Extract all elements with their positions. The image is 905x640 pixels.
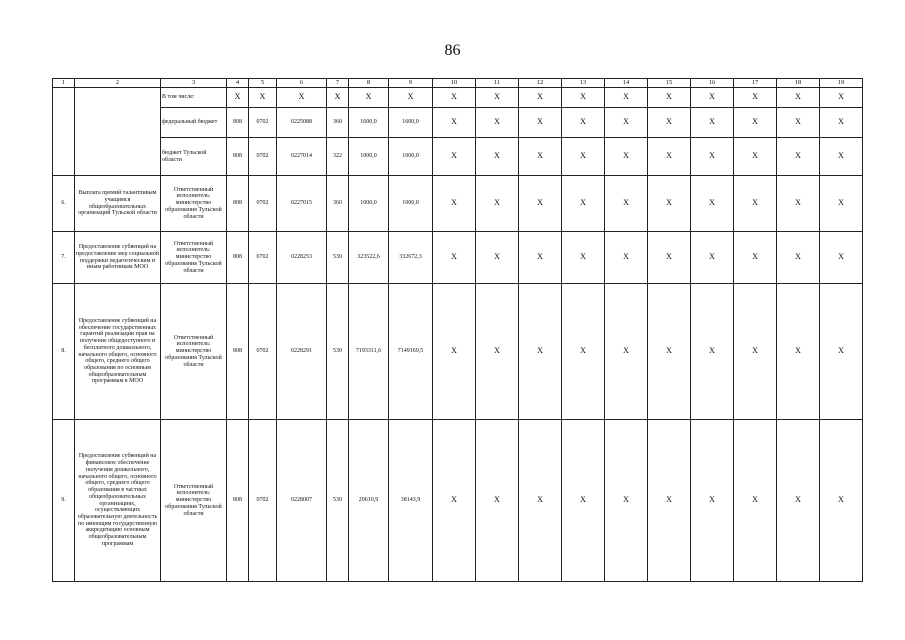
cross-mark: Х — [734, 108, 777, 138]
cross-mark: Х — [433, 232, 476, 284]
row-number: 8. — [53, 284, 75, 420]
cross-mark: Х — [605, 284, 648, 420]
column-header-1: 1 — [53, 79, 75, 88]
responsible-executor: Ответственный исполнитель: министерство образования Тульской области — [161, 284, 227, 420]
cell-c9: 1000,0 — [389, 138, 433, 176]
cross-mark: Х — [777, 232, 820, 284]
cross-mark: Х — [777, 88, 820, 108]
cell-c5: 0702 — [249, 284, 277, 420]
row-number: 9. — [53, 420, 75, 582]
column-header-19: 19 — [820, 79, 863, 88]
responsible-executor: Ответственный исполнитель: министерство образования Тульской области — [161, 176, 227, 232]
cell-c8: 1000,0 — [349, 176, 389, 232]
cross-mark: Х — [820, 420, 863, 582]
cell-c8: 323522,6 — [349, 232, 389, 284]
responsible-executor: Ответственный исполнитель: министерство образования Тульской области — [161, 420, 227, 582]
cross-mark: Х — [519, 108, 562, 138]
cell-c4: 808 — [227, 420, 249, 582]
cell-c9: 332672,3 — [389, 232, 433, 284]
cross-mark: Х — [648, 138, 691, 176]
subsource-row — [53, 138, 863, 176]
cell-c7: 530 — [327, 284, 349, 420]
cell-c9: 7149169,5 — [389, 284, 433, 420]
cross-mark: Х — [777, 138, 820, 176]
cell-c6: 0227015 — [277, 176, 327, 232]
cell-c7: 530 — [327, 232, 349, 284]
column-header-11: 11 — [476, 79, 519, 88]
measure-row — [53, 420, 863, 582]
cell-c3: В том числе: — [161, 88, 227, 108]
num-cell-empty — [53, 88, 75, 176]
cross-mark: Х — [648, 420, 691, 582]
cross-mark: Х — [519, 138, 562, 176]
measure-description: Предоставление субвенций на финансовое обеспечение получения дошкольного, начального общего, основного общего, среднего общего образования в частных общеобразовательных организациях, осуществляющих образовательную деятельность по имеющим государственную аккредитацию основным общеобразовательным программам — [75, 420, 161, 582]
cross-mark: Х — [820, 108, 863, 138]
page-number: 86 — [444, 42, 461, 59]
cross-mark: Х — [691, 176, 734, 232]
cross-mark: Х — [476, 232, 519, 284]
cross-mark: Х — [519, 232, 562, 284]
cross-mark: Х — [734, 232, 777, 284]
cross-mark: Х — [734, 88, 777, 108]
cross-mark: Х — [648, 232, 691, 284]
cross-mark: Х — [777, 108, 820, 138]
cell-c4: 808 — [227, 284, 249, 420]
column-header-16: 16 — [691, 79, 734, 88]
cell-c7: Х — [327, 88, 349, 108]
responsible-executor: Ответственный исполнитель: министерство образования Тульской области — [161, 232, 227, 284]
column-header-17: 17 — [734, 79, 777, 88]
cross-mark: Х — [562, 88, 605, 108]
row-number: 7. — [53, 232, 75, 284]
cell-c5: 0702 — [249, 138, 277, 176]
cross-mark: Х — [433, 108, 476, 138]
cell-c5: 0702 — [249, 232, 277, 284]
column-header-5: 5 — [249, 79, 277, 88]
cell-c5: 0702 — [249, 420, 277, 582]
subsource-row — [53, 88, 863, 108]
cell-c5: Х — [249, 88, 277, 108]
cross-mark: Х — [820, 284, 863, 420]
cell-c4: 808 — [227, 138, 249, 176]
cell-c9: Х — [389, 88, 433, 108]
cross-mark: Х — [605, 88, 648, 108]
cross-mark: Х — [519, 88, 562, 108]
cross-mark: Х — [691, 138, 734, 176]
cross-mark: Х — [605, 176, 648, 232]
measure-description: Выплата премий талантливым учащимся общеобразовательных организаций Тульской области — [75, 176, 161, 232]
cross-mark: Х — [820, 232, 863, 284]
cell-c8: 1600,0 — [349, 108, 389, 138]
cell-c5: 0702 — [249, 176, 277, 232]
cell-c8: 7193311,6 — [349, 284, 389, 420]
desc-cell-empty — [75, 88, 161, 176]
cross-mark: Х — [777, 420, 820, 582]
cell-c6: Х — [277, 88, 327, 108]
cross-mark: Х — [562, 232, 605, 284]
cell-c7: 360 — [327, 176, 349, 232]
cross-mark: Х — [476, 420, 519, 582]
column-header-7: 7 — [327, 79, 349, 88]
cross-mark: Х — [648, 108, 691, 138]
cross-mark: Х — [734, 284, 777, 420]
column-header-15: 15 — [648, 79, 691, 88]
cell-c4: 808 — [227, 108, 249, 138]
measure-description: Предоставление субвенций на обеспечение государственных гарантий реализации прав на получение общедоступного и бесплатного дошкольного, начального общего, основного общего, среднего общего образования по основным общеобразовательным программам в МОО — [75, 284, 161, 420]
cell-c7: 322 — [327, 138, 349, 176]
cell-c9: 1600,0 — [389, 108, 433, 138]
cell-c6: 0228007 — [277, 420, 327, 582]
measure-description: Предоставление субвенций на предоставление мер социальной поддержки педагогическим и иным работникам МОО — [75, 232, 161, 284]
cross-mark: Х — [476, 138, 519, 176]
cell-c5: 0702 — [249, 108, 277, 138]
cross-mark: Х — [777, 176, 820, 232]
measure-row — [53, 232, 863, 284]
cross-mark: Х — [562, 138, 605, 176]
cell-c4: 808 — [227, 232, 249, 284]
cell-c8: 1000,0 — [349, 138, 389, 176]
column-header-14: 14 — [605, 79, 648, 88]
cross-mark: Х — [519, 284, 562, 420]
cross-mark: Х — [562, 284, 605, 420]
cell-c4: 808 — [227, 176, 249, 232]
cross-mark: Х — [433, 176, 476, 232]
cross-mark: Х — [820, 138, 863, 176]
cross-mark: Х — [691, 108, 734, 138]
column-header-8: 8 — [349, 79, 389, 88]
cross-mark: Х — [648, 88, 691, 108]
cross-mark: Х — [820, 176, 863, 232]
cross-mark: Х — [519, 420, 562, 582]
column-header-10: 10 — [433, 79, 476, 88]
cross-mark: Х — [433, 88, 476, 108]
column-header-4: 4 — [227, 79, 249, 88]
cell-c8: Х — [349, 88, 389, 108]
row-number: 6. — [53, 176, 75, 232]
measure-row — [53, 176, 863, 232]
cross-mark: Х — [777, 284, 820, 420]
cross-mark: Х — [476, 108, 519, 138]
column-header-18: 18 — [777, 79, 820, 88]
column-header-3: 3 — [161, 79, 227, 88]
cross-mark: Х — [605, 232, 648, 284]
cell-c6: 0227014 — [277, 138, 327, 176]
cross-mark: Х — [519, 176, 562, 232]
cross-mark: Х — [734, 420, 777, 582]
budget-table — [52, 78, 863, 582]
cross-mark: Х — [562, 108, 605, 138]
cross-mark: Х — [476, 284, 519, 420]
cross-mark: Х — [476, 176, 519, 232]
cell-c7: 360 — [327, 108, 349, 138]
cell-c3: бюджет Тульской области — [161, 138, 227, 176]
cross-mark: Х — [433, 420, 476, 582]
cross-mark: Х — [605, 138, 648, 176]
column-header-2: 2 — [75, 79, 161, 88]
cell-c6: 0228291 — [277, 284, 327, 420]
cell-c4: Х — [227, 88, 249, 108]
cross-mark: Х — [476, 88, 519, 108]
subsource-row — [53, 108, 863, 138]
cell-c9: 1000,0 — [389, 176, 433, 232]
cell-c6: 0225088 — [277, 108, 327, 138]
cross-mark: Х — [691, 420, 734, 582]
cross-mark: Х — [734, 138, 777, 176]
cross-mark: Х — [648, 176, 691, 232]
column-header-13: 13 — [562, 79, 605, 88]
column-header-12: 12 — [519, 79, 562, 88]
cell-c9: 38143,9 — [389, 420, 433, 582]
cell-c7: 530 — [327, 420, 349, 582]
measure-row — [53, 284, 863, 420]
column-header-6: 6 — [277, 79, 327, 88]
cross-mark: Х — [562, 420, 605, 582]
cross-mark: Х — [691, 232, 734, 284]
cell-c6: 0228253 — [277, 232, 327, 284]
cross-mark: Х — [605, 108, 648, 138]
cross-mark: Х — [820, 88, 863, 108]
cross-mark: Х — [605, 420, 648, 582]
column-number-header — [53, 79, 863, 88]
cross-mark: Х — [562, 176, 605, 232]
cross-mark: Х — [691, 284, 734, 420]
cross-mark: Х — [691, 88, 734, 108]
cross-mark: Х — [433, 284, 476, 420]
cell-c3: федеральный бюджет — [161, 108, 227, 138]
cross-mark: Х — [433, 138, 476, 176]
cross-mark: Х — [734, 176, 777, 232]
cell-c8: 20610,9 — [349, 420, 389, 582]
column-header-9: 9 — [389, 79, 433, 88]
cross-mark: Х — [648, 284, 691, 420]
